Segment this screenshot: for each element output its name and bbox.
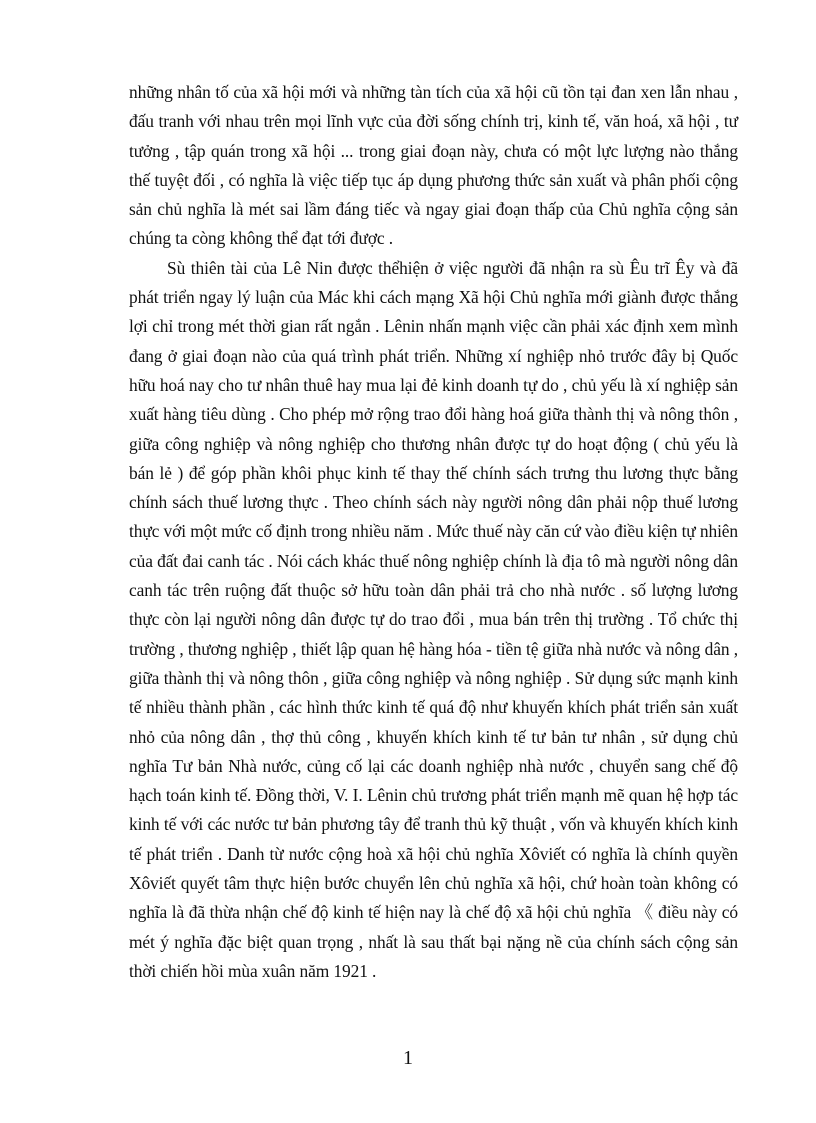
body-text <box>129 78 738 986</box>
paragraph-continuation: những nhân tố của xã hội mới và những tàn tích của xã hội cũ tồn tại đan xen lẫn nhau , đấu tranh với nhau trên mọi lĩnh vực của đời sống chính trị, kinh tế, văn hoá, xã hội , tư tưởng , tập quán trong xã hội ... trong giai đoạn này, chưa có một lực lượng nào thắng thế tuyệt đối , có nghĩa là việc tiếp tục áp dụng phương thức sản xuất và phân phối cộng sản chủ nghĩa là mét sai lầm đáng tiếc và ngay giai đoạn thấp của Chủ nghĩa cộng sản chúng ta còng không thể đạt tới được . <box>129 82 738 249</box>
paragraph-lenin: Sù thiên tài của Lê Nin được thểhiện ở việc người đã nhận ra sù Êu trĩ Êy và đã phát triển ngay lý luận của Mác khi cách mạng Xã hội Chủ nghĩa mới giành được thắng lợi chỉ trong mét thời gian rất ngắn . Lênin nhấn mạnh việc cần phải xác định xem mình đang ở giai đoạn nào của quá trình phát triển. Những xí nghiệp nhỏ trước đây bị Quốc hữu hoá nay cho tư nhân thuê hay mua lại đẻ kinh doanh tự do , chủ yếu là xí nghiệp sản xuất hàng tiêu dùng . Cho phép mở rộng trao đổi hàng hoá giữa thành thị và nông thôn , giữa công nghiệp và nông nghiệp cho thương nhân được tự do hoạt động ( chủ yếu là bán lẻ ) để góp phần khôi phục kinh tế thay thế chính sách trưng thu lương thực bằng chính sách thuế lương thực . Theo chính sách này người nông dân phải nộp thuế lương thực với một mức cố định trong nhiều năm . Mức thuế này căn cứ vào điều kiện tự nhiên của đất đai canh tác . Nói cách khác thuế nông nghiệp chính là địa tô mà người nông dân canh tác trên ruộng đất thuộc sở hữu toàn dân phải trả cho nhà nước . số lượng lương thực còn lại người nông dân được tự do trao đổi , mua bán trên thị trường . Tổ chức thị trường , thương nghiệp , thiết lập quan hệ hàng hóa - tiền tệ giữa nhà nước và nông dân , giữa thành thị và nông thôn , giữa công nghiệp và nông nghiệp . Sử dụng sức mạnh kinh tế nhiều thành phần , các hình thức kinh tế quá độ như khuyến khích phát triển sản xuất nhỏ của nông dân , thợ thủ công , khuyến khích kinh tế tư bản tư nhân , sử dụng chủ nghĩa Tư bản Nhà nước, củng cố lại các doanh nghiệp nhà nước , chuyển sang chế độ hạch toán kinh tế. Đồng thời, V. I. Lênin chủ trương phát triển mạnh mẽ quan hệ hợp tác kinh tế với các nước tư bản phương tây để tranh thủ kỹ thuật , vốn và khuyến khích kinh tế phát triển . Danh từ nước cộng hoà xã hội chủ nghĩa Xôviết có nghĩa là chính quyền Xôviết quyết tâm thực hiện bước chuyển lên chủ nghĩa xã hội, chứ hoàn toàn không có nghĩa là đã thừa nhận chế độ kinh tế hiện nay là chế độ xã hội chủ nghĩa 《 điều này có mét ý nghĩa đặc biệt quan trọng , nhất là sau thất bại nặng nề của chính sách cộng sản thời chiến hồi mùa xuân năm 1921 . <box>129 257 739 981</box>
page-number: 1 <box>403 1047 413 1069</box>
